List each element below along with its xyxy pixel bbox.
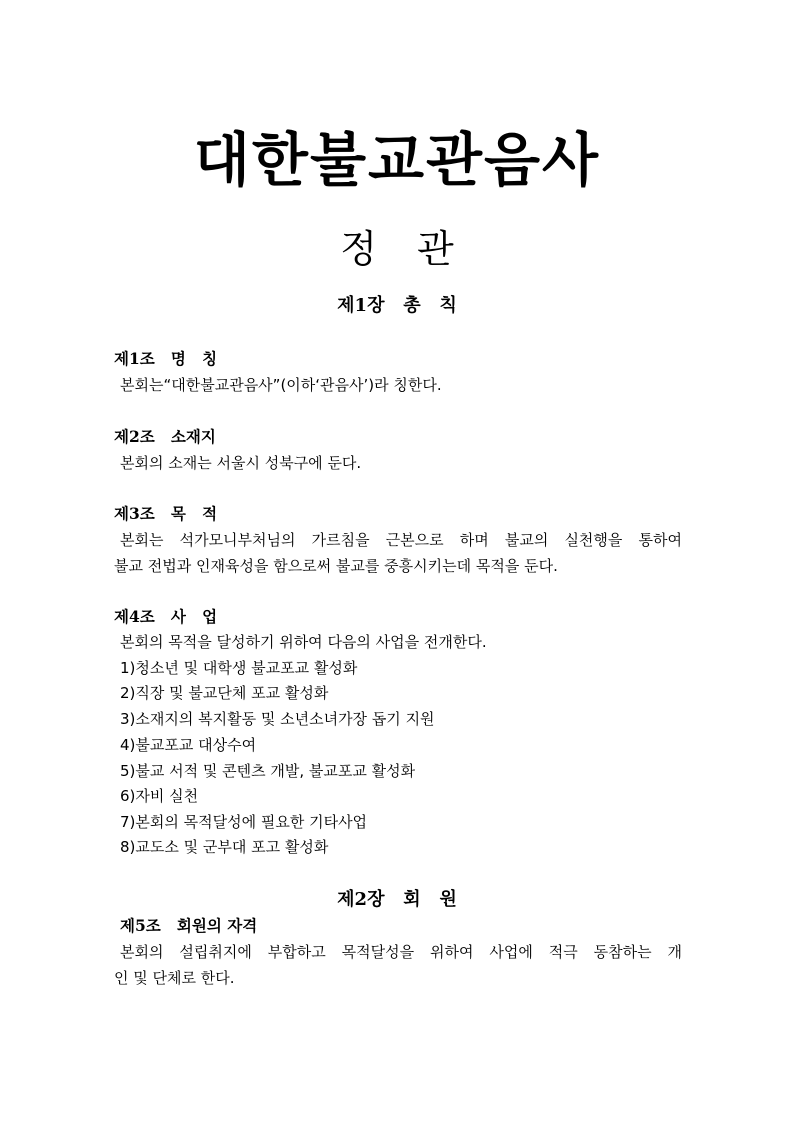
article-3-line: 본회는 석가모니부처님의 가르침을 근본으로 하며 불교의 실천행을 통하여	[120, 531, 682, 549]
article-4-item: 8)교도소 및 군부대 포고 활성화	[120, 838, 329, 856]
document-title: 대한불교관음사	[193, 126, 601, 194]
article-5-line: 본회의 설립취지에 부합하고 목적달성을 위하여 사업에 적극 동참하는 개	[120, 943, 682, 961]
document-subtitle: 정 관	[340, 227, 454, 271]
article-4-item: 5)불교 서적 및 콘텐츠 개발, 불교포교 활성화	[120, 762, 416, 780]
article-4-heading: 제4조 사 업	[114, 607, 218, 626]
article-5-line: 인 및 단체로 한다.	[114, 969, 235, 987]
article-5-heading: 제5조 회원의 자격	[120, 916, 258, 935]
article-4-item: 2)직장 및 불교단체 포교 활성화	[120, 684, 329, 702]
article-1-heading: 제1조 명 칭	[114, 349, 218, 368]
article-2-heading: 제2조 소재지	[114, 427, 216, 446]
article-3-heading: 제3조 목 적	[114, 504, 218, 523]
chapter-1-heading: 제1장 총 칙	[337, 295, 457, 316]
article-1-line: 본회는“대한불교관음사”(이하‘관음사’)라 칭한다.	[120, 376, 442, 394]
article-2-line: 본회의 소재는 서울시 성북구에 둔다.	[120, 454, 362, 472]
article-3-line: 불교 전법과 인재육성을 함으로써 불교를 중흥시키는데 목적을 둔다.	[114, 557, 558, 575]
article-4-item: 3)소재지의 복지활동 및 소년소녀가장 돕기 지원	[120, 710, 435, 728]
article-4-item: 4)불교포교 대상수여	[120, 736, 257, 754]
chapter-2-heading: 제2장 회 원	[337, 889, 457, 910]
article-4-item: 1)청소년 및 대학생 불교포교 활성화	[120, 659, 358, 677]
article-4-item: 7)본회의 목적달성에 필요한 기타사업	[120, 813, 368, 831]
article-4-intro: 본회의 목적을 달성하기 위하여 다음의 사업을 전개한다.	[120, 633, 487, 651]
article-4-item: 6)자비 실천	[120, 787, 199, 805]
